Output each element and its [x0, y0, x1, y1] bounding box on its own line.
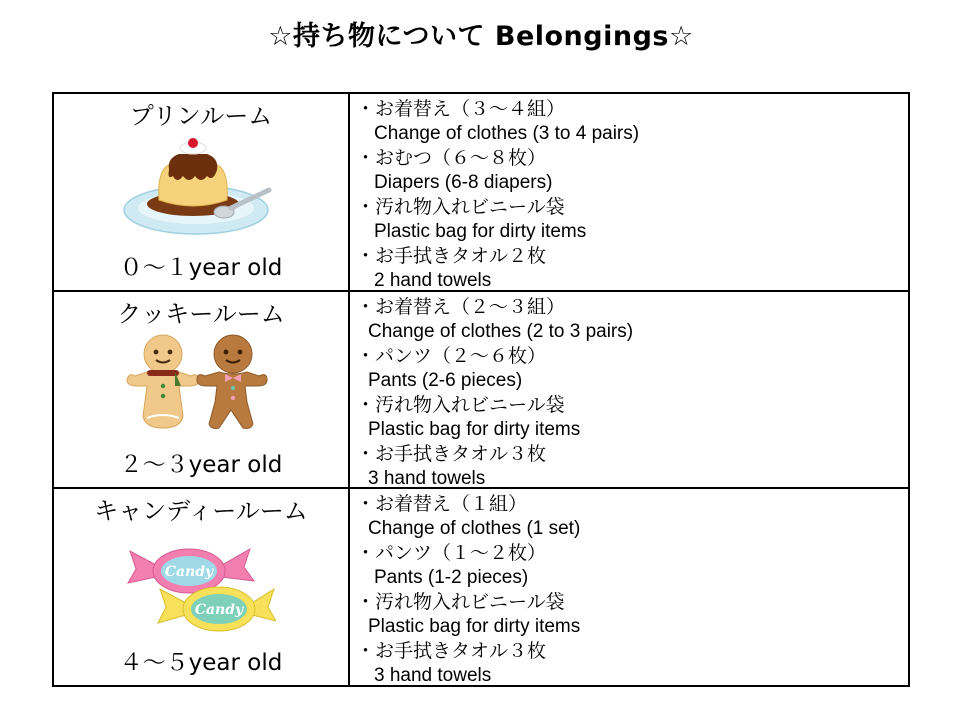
list-item: ・お手拭きタオル２枚: [356, 245, 547, 267]
list-item: ・お手拭きタオル３枚: [356, 442, 547, 465]
table-row-candy-room: [53, 488, 909, 686]
list-item-en: Plastic bag for dirty items: [368, 418, 581, 440]
room-name: キャンディールーム: [94, 497, 308, 526]
list-item-en: Plastic bag for dirty items: [368, 616, 581, 638]
room-name: プリンルーム: [129, 102, 273, 130]
room-cell: [53, 291, 349, 489]
gingerbread-cookies-icon: [121, 332, 281, 432]
list-item-en: Pants (1-2 pieces): [374, 567, 529, 589]
list-item: ・汚れ物入れビニール袋: [356, 591, 565, 614]
items-cell: [349, 488, 909, 686]
list-item-en: Change of clothes (3 to 4 pairs): [374, 123, 640, 144]
list-item: ・お着替え（１組）: [356, 493, 528, 516]
item-list: [350, 492, 580, 688]
table-row-pudding-room: [53, 93, 909, 291]
items-cell: [349, 93, 909, 291]
room-cell: [53, 93, 349, 291]
candy-icon: [126, 533, 276, 633]
candy-label: Candy: [164, 564, 214, 581]
list-item: ・お着替え（２〜３組）: [356, 295, 566, 318]
list-item-en: 3 hand towels: [374, 665, 492, 687]
items-cell: [349, 291, 909, 489]
list-item: ・お手拭きタオル３枚: [356, 640, 547, 663]
room-name: クッキールーム: [117, 299, 285, 328]
list-item: ・パンツ（１〜２枚）: [356, 542, 547, 565]
list-item-en: 3 hand towels: [368, 467, 486, 489]
list-item-en: Plastic bag for dirty items: [374, 221, 587, 242]
list-item-en: 2 hand towels: [374, 270, 492, 291]
item-list: [350, 97, 639, 293]
list-item-en: Pants (2-6 pieces): [368, 369, 523, 391]
table-row-cookie-room: [53, 291, 909, 489]
list-item: ・汚れ物入れビニール袋: [356, 393, 565, 416]
item-list: [350, 295, 633, 491]
pudding-icon: [121, 138, 281, 238]
age-label: ２〜３year old: [119, 452, 283, 479]
list-item-en: Diapers (6-8 diapers): [374, 172, 553, 193]
list-item: ・お着替え（３〜４組）: [356, 98, 566, 120]
list-item: ・おむつ（６〜８枚）: [356, 147, 547, 169]
room-cell: [53, 488, 349, 686]
list-item-en: Change of clothes (1 set): [368, 518, 581, 540]
list-item-en: Change of clothes (2 to 3 pairs): [368, 320, 634, 342]
list-item: ・パンツ（２〜６枚）: [356, 344, 547, 367]
page-title: ☆持ち物について Belongings☆: [268, 21, 694, 52]
age-label: ０〜１year old: [119, 254, 283, 281]
list-item: ・汚れ物入れビニール袋: [356, 196, 565, 218]
belongings-table: [52, 92, 910, 687]
candy-label: Candy: [194, 602, 244, 619]
age-label: ４〜５year old: [119, 650, 283, 676]
